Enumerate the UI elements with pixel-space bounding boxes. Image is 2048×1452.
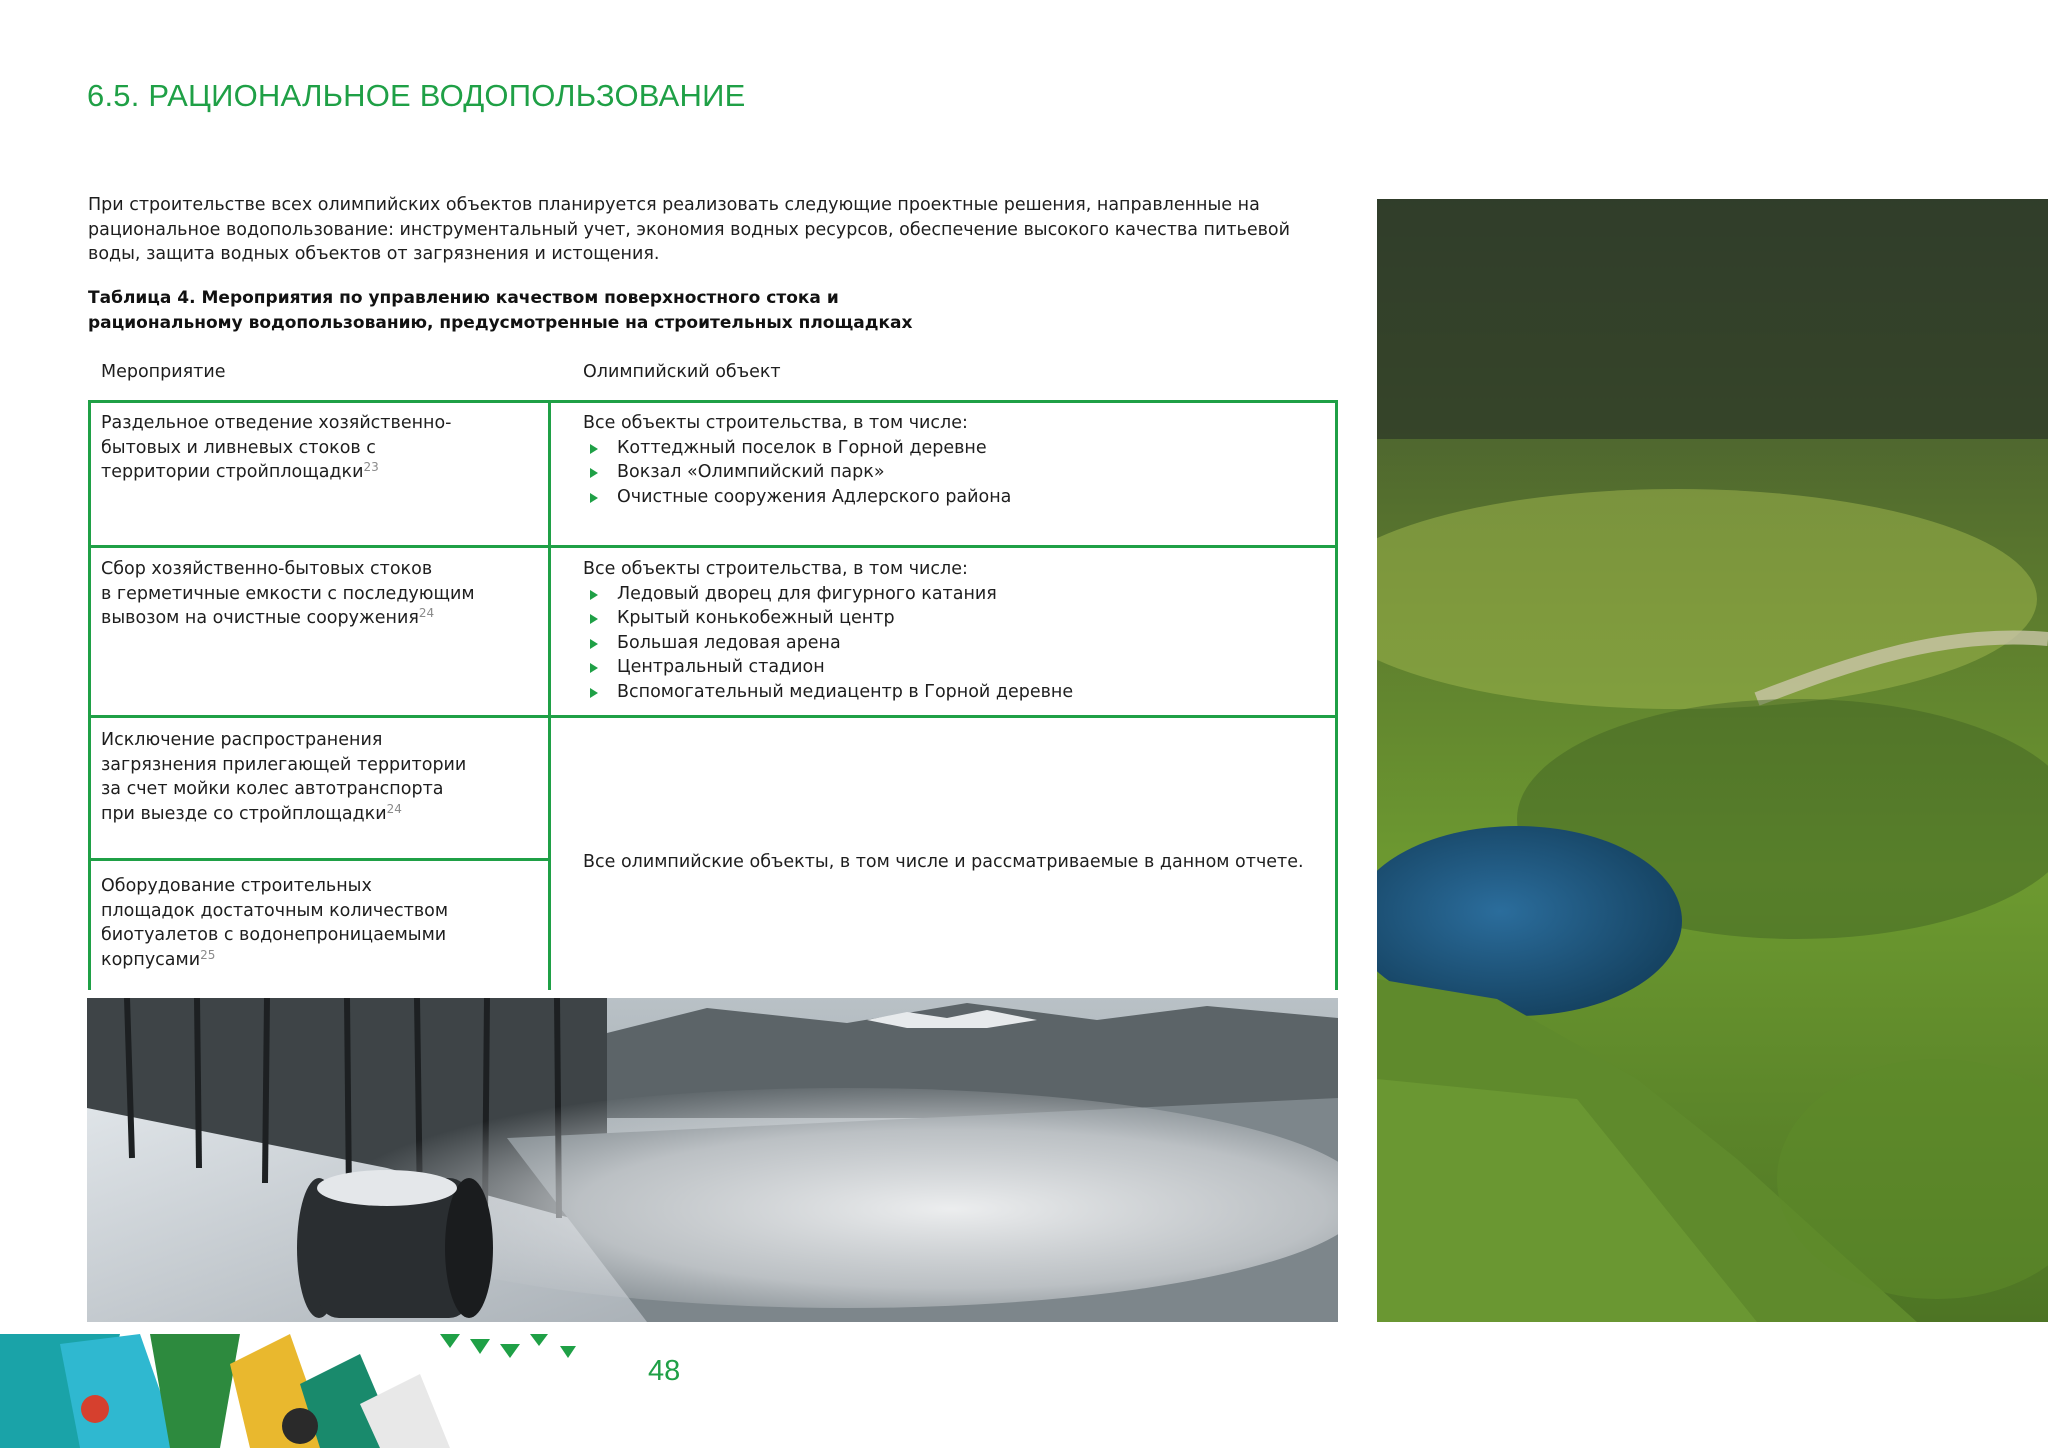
page-number: 48 (648, 1355, 681, 1387)
list-item: Очистные сооружения Адлерского района (583, 485, 1323, 510)
column-header-object: Олимпийский объект (583, 362, 781, 382)
table-caption-line-1: Таблица 4. Мероприятия по управлению качеством поверхностного стока и (88, 288, 839, 308)
list-item: Большая ледовая арена (583, 631, 1323, 656)
table-divider-row-1 (88, 545, 1338, 548)
list-item: Вокзал «Олимпийский парк» (583, 460, 1323, 485)
object-list (583, 436, 1323, 510)
table-row-2-measure: Сбор хозяйственно-бытовых стоков в герметичные емкости с последующим вывозом на очистные сооружения$^{24}$ (101, 559, 475, 628)
column-header-measure: Мероприятие (101, 362, 226, 382)
list-item: Крытый конькобежный центр (583, 606, 1323, 631)
table-caption (88, 286, 988, 335)
table-border-top (88, 400, 1338, 403)
decorative-pattern (0, 1334, 600, 1448)
measures-table (88, 400, 1338, 990)
table-row-4-measure: Оборудование строительных площадок достаточным количеством биотуалетов с водонепроницаемыми корпусами$^{25}$ (101, 876, 449, 970)
footnote-ref: 25 (200, 947, 216, 962)
table-caption-line-2: рациональному водопользованию, предусмотренные на строительных площадках (88, 312, 913, 333)
intro-paragraph: При строительстве всех олимпийских объектов планируется реализовать следующие проектные решения, направленные на рациональное водопользование: инструментальный учет, экономия водных ресурсов, обеспечение высокого качества питьевой воды, защита водных объектов от загрязнения и истощения. (88, 195, 1290, 264)
page-title: 6.5. РАЦИОНАЛЬНОЕ ВОДОПОЛЬЗОВАНИЕ (87, 78, 746, 113)
table-divider-row-3 (88, 858, 551, 861)
list-item: Вспомогательный медиацентр в Горной деревне (583, 680, 1323, 705)
mountain-lake-photo (1377, 199, 2048, 1322)
table-border-right (1335, 400, 1338, 990)
table-row-1-object: Все объекты строительства, в том числе: Коттеджный поселок в Горной деревне Вокзал «Олимпийский парк» Очистные сооружения Адлерского района (583, 411, 1323, 509)
table-row-3-measure: Исключение распространения загрязнения прилегающей территории за счет мойки колес автотранспорта при выезде со стройплощадки$^{24}$ (101, 730, 467, 824)
table-border-left (88, 400, 91, 990)
table-merged-object: Все олимпийские объекты, в том числе и рассматриваемые в данном отчете. (583, 852, 1304, 872)
footnote-ref: 23 (363, 460, 379, 474)
list-item: Центральный стадион (583, 655, 1323, 680)
table-row-1-measure: Раздельное отведение хозяйственно- бытовых и ливневых стоков с территории стройплощадки$^{23}$ (101, 413, 452, 482)
table-row-2-object: Все объекты строительства, в том числе: Ледовый дворец для фигурного катания Крытый конькобежный центр Большая ледовая арена Центральный стадион Вспомогательный медиацентр в Горной деревне (583, 557, 1323, 704)
table-divider-vertical (548, 400, 551, 990)
list-item: Коттеджный поселок в Горной деревне (583, 436, 1323, 461)
snow-cannon-photo (87, 998, 1338, 1322)
footnote-ref: 24 (418, 606, 435, 620)
table-divider-row-2 (88, 715, 1338, 718)
list-item: Ледовый дворец для фигурного катания (583, 582, 1323, 607)
footnote-ref: 24 (386, 801, 402, 816)
object-list (583, 582, 1323, 705)
